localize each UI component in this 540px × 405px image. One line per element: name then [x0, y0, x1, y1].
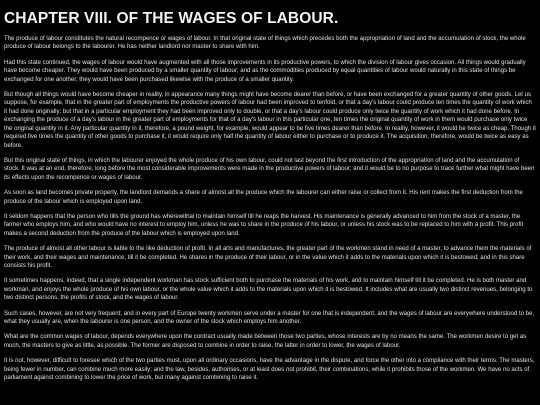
paragraph: Such cases, however, are not very frequent; and in every part of Europe twenty workmen serve under a master for one that is independent, and the wages of labour are everywhere understood to be, what they usually are, when the labourer is one person, and the owner of the stock which employs him another.: [4, 310, 535, 326]
paragraph: But this original state of things, in which the labourer enjoyed the whole produce of his own labour, could not last beyond the first introduction of the appropriation of land and the accumulation of stock. It was at an end, therefore, long before the most considerable improvements were made in the productive powers of labour; and it would be to no purpose to trace further what might have been its effects upon the recompence or wages of labour.: [4, 157, 535, 181]
paragraph: As soon as land becomes private property, the landlord demands a share of almost all the produce which the labourer can either raise or collect from it. His rent makes the first deduction from the produce of the labour which is employed upon land.: [4, 190, 523, 205]
paragraph: The produce of almost all other labour is liable to the like deduction of profit. In all arts and manufactures, the greater part of the workmen stand in need of a master, to advance them the materials of their work, and their wages and maintenance, till it be completed. He shares in the produce of their labour, or in the value which it adds to the materials upon which it is bestowed; and in this share consists his profit.: [4, 246, 532, 269]
paragraph: It sometimes happens, indeed, that a single independent workman has stock sufficient both to purchase the materials of his work, and to maintain himself till it be completed. He is both master and workman, and enjoys the whole produce of his own labour, or the whole value which it adds to the materials upon which it is bestowed. It includes what are usually two distinct revenues, belonging to two distinct persons, the profits of stock, and the wages of labour.: [4, 278, 533, 302]
chapter-title: CHAPTER VIII. OF THE WAGES OF LABOUR.: [4, 10, 339, 27]
paragraph: What are the common wages of labour, depends everywhere upon the contract usually made between those two parties, whose interests are by no means the same. The workmen desire to get as much, the masters to give as little, as possible. The former are disposed to combine in order to raise, the latter in order to lower, the wages of labour.: [4, 334, 527, 349]
paragraph: But though all things would have become cheaper in reality, in appearance many things might have become dearer than before, or have been exchanged for a greater quantity of other goods. Let us suppose, for example, that in the greater part of employments the productive powers of labour had been improved to tenfold, or that a day's labour could produce ten times the quantity of work which it had done originally; but that in a particular employment they had been improved only to double, or that a day's labour could produce only twice the quantity of work which it had done before. In exchanging the produce of a day's labour in the greater part of employments for that of a day's labour in this particular one, ten times the original quantity of work in them would purchase only twice the original quantity in it. Any particular quantity in it, therefore, a pound weight, for example, would appear to be five times dearer than before. In reality, however, it would be twice as cheap. Though it required five times the quantity of other goods to purchase it, it would require only half the quantity of labour either to purchase or to produce it. The acquisition, therefore, would be twice as easy as before.: [4, 92, 536, 149]
paragraph: It seldom happens that the person who tills the ground has wherewithal to maintain himself till he reaps the harvest. His maintenance is generally advanced to him from the stock of a master, the farmer who employs him, and who would have no interest to employ him, unless he was to share in the produce of his labour, or unless his stock was to be replaced to him with a profit. This profit makes a second deduction from the produce of the labour which is employed upon land.: [4, 213, 524, 237]
paragraph: It is not, however, difficult to foresee which of the two parties must, upon all ordinary occasions, have the advantage in the dispute, and force the other into a compliance with their terms. The masters, being fewer in number, can combine much more easily; and the law, besides, authorises, or at least does not prohibit, their combinations, while it prohibits those of the workmen. We have no acts of parliament against combining to lower the price of work, but many against combining to raise it.: [4, 358, 535, 382]
paragraph: The produce of labour constitutes the natural recompence or wages of labour. In that original state of things which precedes both the appropriation of land and the accumulation of stock, the whole produce of labour belongs to the labourer. He has neither landlord nor master to share with him.: [4, 36, 526, 51]
paragraph: Had this state continued, the wages of labour would have augmented with all those improvements in its productive powers, to which the division of labour gives occasion. All things would gradually have become cheaper. They would have been produced by a smaller quantity of labour; and as the commodities produced by equal quantities of labour would naturally in this state of things be exchanged for one another, they would have been purchased likewise with the produce of a smaller quantity.: [4, 59, 526, 83]
